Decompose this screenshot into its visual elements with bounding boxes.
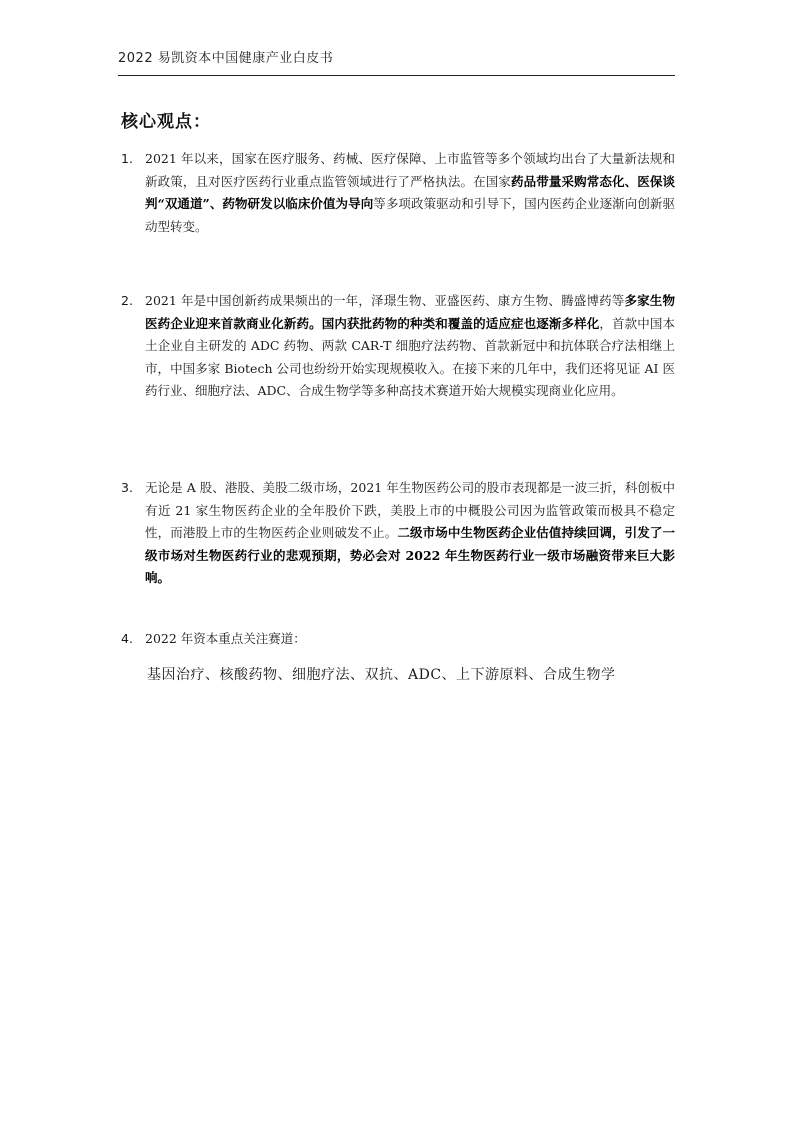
item-text xyxy=(145,290,675,403)
focus-tracks-list: 基因治疗、核酸药物、细胞疗法、双抗、ADC、上下游原料、合成生物学 xyxy=(147,667,616,683)
item-number: 4. xyxy=(121,631,133,646)
item-number: 2. xyxy=(121,293,133,308)
item-number: 1. xyxy=(121,151,133,166)
item-text-normal: 2021 年是中国创新药成果频出的一年，泽璟生物、亚盛医药、康方生物、腾盛博药等 xyxy=(145,293,625,308)
key-point-item-4 xyxy=(121,628,675,651)
item-text-bold: 多家生物医药企业迎来首款商业化新药。国内获批药物的种类和覆盖的适应症也逐渐多样化 xyxy=(145,293,675,331)
item-text-normal: 等多项政策驱动和引导下，国内医药企业逐渐向创新驱动型转变。 xyxy=(145,196,675,234)
item-number: 3. xyxy=(121,480,133,495)
item-text-normal: 2022 年资本重点关注赛道： xyxy=(145,631,306,646)
item-text xyxy=(145,148,675,238)
key-point-item-2 xyxy=(121,290,675,403)
page-header xyxy=(118,50,675,76)
header-title: 2022 易凯资本中国健康产业白皮书 xyxy=(118,51,334,66)
key-point-item-3 xyxy=(121,477,675,590)
item-text-bold: 药品带量采购常态化、医保谈判“双通道”、药物研发以临床价值为导向 xyxy=(145,173,675,211)
section-heading: 核心观点： xyxy=(121,112,211,132)
item-text-normal: 2021 年以来，国家在医疗服务、药械、医疗保障、上市监管等多个领域均出台了大量新法规和新政策，且对医疗医药行业重点监管领域进行了严格执法。在国家 xyxy=(145,151,675,189)
item-text xyxy=(145,628,675,651)
item-text-normal: 无论是 A 股、港股、美股二级市场，2021 年生物医药公司的股市表现都是一波三折，科创板中有近 21 家生物医药企业的全年股价下跌，美股上市的中概股公司因为监管政策而极具不稳定性，而港股上市的生物医药企业则破发不止。 xyxy=(145,480,675,540)
key-point-item-1 xyxy=(121,148,675,238)
item-text-bold: 二级市场中生物医药企业估值持续回调，引发了一级市场对生物医药行业的悲观预期，势必会对 2022 年生物医药行业一级市场融资带来巨大影响。 xyxy=(145,525,675,585)
item-text-normal: ，首款中国本土企业自主研发的 ADC 药物、两款 CAR-T 细胞疗法药物、首款新冠中和抗体联合疗法相继上市，中国多家 Biotech 公司也纷纷开始实现规模收入。在接下来的几年中，我们还将见证 AI 医药行业、细胞疗法、ADC、合成生物学等多种高技术赛道开始大规模实现商业化应用。 xyxy=(145,315,675,398)
item-text xyxy=(145,477,675,590)
